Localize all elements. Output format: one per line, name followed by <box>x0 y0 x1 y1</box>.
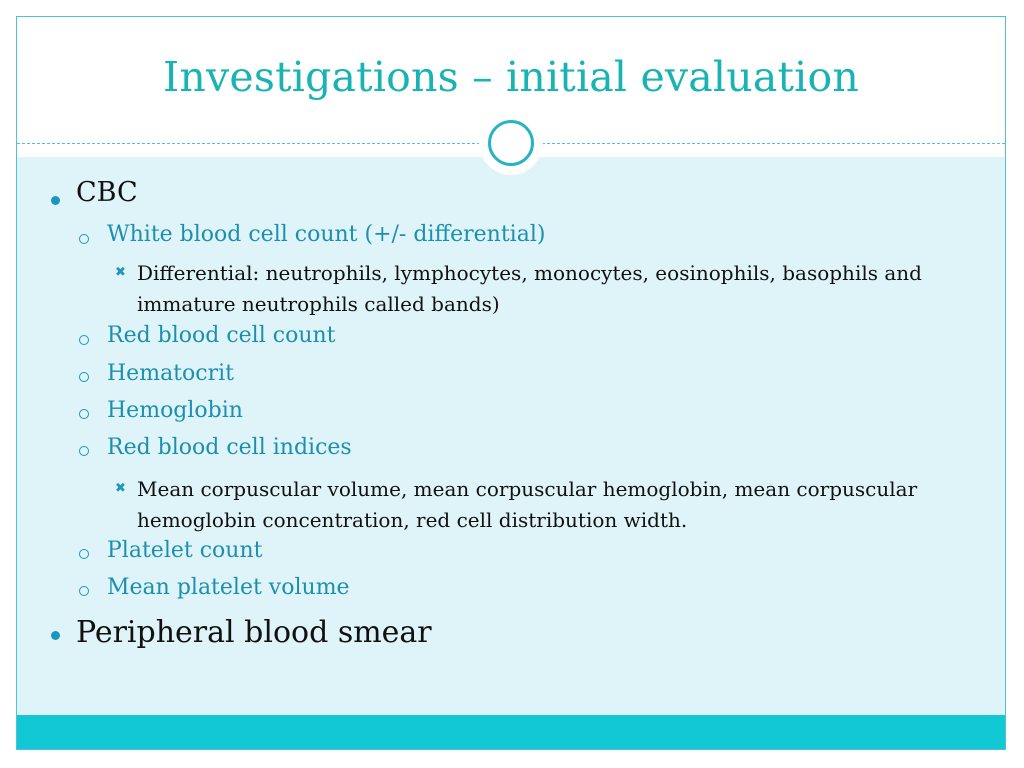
circle-ornament-icon <box>479 111 543 175</box>
bullet-indices-detail: Mean corpuscular volume, mean corpuscular hemoglobin, mean corpuscular hemoglobin concentration, red cell distribution width. <box>137 477 918 532</box>
ring-icon <box>488 120 534 166</box>
slide <box>16 16 1006 750</box>
bullet-smear: Peripheral blood smear <box>76 615 432 650</box>
bullet-wbc: White blood cell count (+/- differential) <box>107 222 546 247</box>
bullet-circle-icon <box>79 409 89 419</box>
bullet-star-icon: ✖ <box>115 481 126 496</box>
bullet-circle-icon <box>79 335 89 345</box>
bullet-rbc: Red blood cell count <box>107 323 336 348</box>
bullet-dot-icon <box>51 631 60 640</box>
bullet-wbc-detail: Differential: neutrophils, lymphocytes, monocytes, eosinophils, basophils and immature neutrophils called bands) <box>137 261 922 316</box>
bullet-hemoglobin: Hemoglobin <box>107 398 243 423</box>
footer-bar <box>17 715 1005 749</box>
bullet-mpv: Mean platelet volume <box>107 575 350 600</box>
slide-title: Investigations – initial evaluation <box>163 53 859 101</box>
bullet-circle-icon <box>79 234 89 244</box>
bullet-platelet-count: Platelet count <box>107 538 263 563</box>
bullet-dot-icon <box>51 196 60 205</box>
bullet-circle-icon <box>79 549 89 559</box>
bullet-hematocrit: Hematocrit <box>107 361 234 386</box>
bullet-star-icon: ✖ <box>115 265 126 280</box>
bullet-circle-icon <box>79 372 89 382</box>
bullet-rbc-indices: Red blood cell indices <box>107 435 352 460</box>
bullet-circle-icon <box>79 446 89 456</box>
bullet-circle-icon <box>79 586 89 596</box>
bullet-cbc: CBC <box>76 177 138 208</box>
